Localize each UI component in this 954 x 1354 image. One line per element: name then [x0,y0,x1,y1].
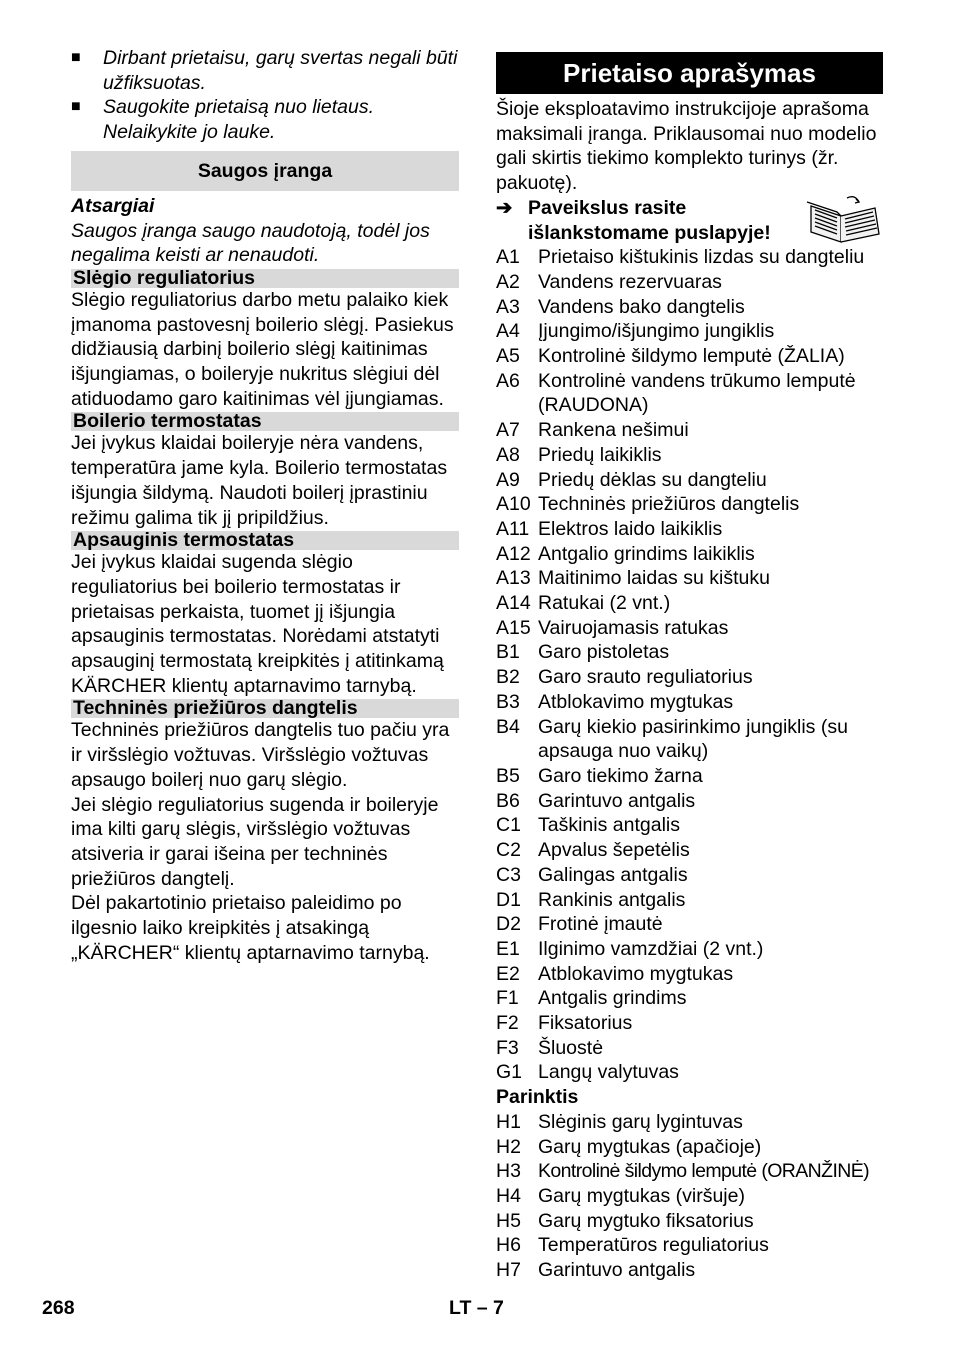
paragraph: Jei slėgio reguliatorius sugenda ir boileryje ima kilti garų slėgis, viršslėgio vožtuvas atsiveria ir garai išeina per techninės priežiūros dangtelį. [71,793,439,890]
page-number: 268 [42,1297,75,1319]
list-item: F1 Antgalis grindims [496,987,687,1010]
list-item: D2 Frotinė įmautė [496,913,663,936]
list-item: A15 Vairuojamasis ratukas [496,616,729,639]
option-item: H5 Garų mygtuko fiksatorius [496,1209,754,1232]
list-item: B4 Garų kiekio pasirinkimo jungiklis (su apsauga nuo vaikų) [496,715,848,763]
paragraph: Slėgio reguliatorius darbo metu palaiko kiek įmanoma pastovesnį boilerio slėgį. Pasiekus didžiausią darbinį boilerio slėgį kaitinimas išjungiamas, o boileryje nukritus slėgiui dėl atiduodamo garo kaitinimas vėl įjungiamas. [71,288,454,410]
option-item: H4 Garų mygtukas (viršuje) [496,1184,745,1207]
list-item: F3 Šluostė [496,1036,604,1059]
caution-text: Saugos įranga saugo naudotoją, todėl jos negalima keisti ar nenaudoti. [71,219,430,267]
list-item: C1 Taškinis antgalis [496,814,680,837]
safety-section-title: Saugos įranga [71,151,459,191]
option-item: H6 Temperatūros reguliatorius [496,1234,769,1257]
section-title: Prietaiso aprašymas [496,52,883,94]
list-item: A8 Priedų laikiklis [496,443,662,466]
right-column [496,46,883,1283]
option-item: H3 Kontrolinė šildymo lemputė (ORANŽINĖ) [496,1160,870,1183]
subheading: Boilerio termostatas [71,412,459,431]
subheading: Techninės priežiūros dangtelis [71,699,459,718]
list-item: A7 Rankena nešimui [496,419,689,442]
list-item: C3 Galingas antgalis [496,863,688,886]
list-item: B2 Garo srauto reguliatorius [496,666,753,689]
left-column [71,46,459,966]
list-item: C2 Apvalus šepetėlis [496,839,690,862]
list-item: A9 Priedų dėklas su dangteliu [496,468,767,491]
list-item: D1 Rankinis antgalis [496,888,686,911]
list-item: E2 Atblokavimo mygtukas [496,962,734,985]
list-item: A11 Elektros laido laikiklis [496,517,723,540]
list-item: G1 Langų valytuvas [496,1061,679,1084]
list-item: A5 Kontrolinė šildymo lemputė (ŽALIA) [496,345,845,368]
note-text: Paveikslus rasite išlankstomame puslapyje! [528,196,771,244]
list-item: A14 Ratukai (2 vnt.) [496,592,671,615]
page-label: LT – 7 [449,1297,504,1319]
intro-paragraph: Šioje eksploatavimo instrukcijoje aprašoma maksimali įranga. Priklausomai nuo modelio gali skirtis tiekimo komplekto turinys (žr. pakuotę). [496,98,877,195]
list-item: A13 Maitinimo laidas su kištuku [496,567,770,590]
bullet-item: ■ Saugokite prietaisą nuo lietaus. Nelaikykite jo lauke. [71,96,375,144]
list-item: F2 Fiksatorius [496,1012,633,1035]
list-item: A2 Vandens rezervuaras [496,270,722,293]
note [496,196,883,245]
option-item: H1 Slėginis garų lygintuvas [496,1110,743,1133]
list-item: E1 Ilginimo vamzdžiai (2 vnt.) [496,937,764,960]
list-item: A12 Antgalio grindims laikiklis [496,542,755,565]
option-item: H2 Garų mygtukas (apačioje) [496,1135,762,1158]
subheading: Slėgio reguliatorius [71,269,459,288]
paragraph: Jei įvykus klaidai sugenda slėgio reguliatorius bei boilerio termostatas ir prietaisas perkaista, tuomet jį išjungia apsauginis termostatas. Norėdami atstatyti apsauginį termostatą kreipkitės į atitinkamą KÄRCHER klientų aptarnavimo tarnybą. [71,551,444,697]
paragraph: Dėl pakartotinio prietaiso paleidimo po ilgesnio laiko kreipkitės į atsakingą „KÄRCHER“ klientų aptarnavimo tarnybą. [71,892,430,964]
list-item: A10 Techninės priežiūros dangtelis [496,493,800,516]
list-item: B5 Garo tiekimo žarna [496,764,703,787]
paragraph: Techninės priežiūros dangtelis tuo pačiu yra ir viršslėgio vožtuvas. Viršslėgio vožtuvas apsaugo boilerį nuo garų slėgio. [71,719,450,791]
caution-label: Atsargiai [71,194,155,217]
right-arrow-icon: ➔ [496,196,513,219]
list-item: B1 Garo pistoletas [496,641,670,664]
open-book-icon [803,194,883,251]
options-heading: Parinktis [496,1086,579,1109]
list-item: B6 Garintuvo antgalis [496,789,696,812]
list-item: A1 Prietaiso kištukinis lizdas su dangteliu [496,246,865,269]
square-bullet-icon: ■ [71,49,81,66]
list-item: A3 Vandens bako dangtelis [496,295,745,318]
list-item: B3 Atblokavimo mygtukas [496,690,734,713]
subheading: Apsauginis termostatas [71,531,459,550]
list-item: A4 Įjungimo/išjungimo jungiklis [496,320,775,343]
paragraph: Jei įvykus klaidai boileryje nėra vandens, temperatūra jame kyla. Boilerio termostatas išjungia šildymą. Naudoti boilerį įprastiniu režimu galima tik jį pripildžius. [71,432,448,529]
square-bullet-icon: ■ [71,98,81,116]
list-item: A6 Kontrolinė vandens trūkumo lemputė (RAUDONA) [496,369,856,417]
option-item: H7 Garintuvo antgalis [496,1259,696,1282]
bullet-item: ■ Dirbant prietaisu, garų svertas negali būti užfiksuotas. [71,47,458,94]
